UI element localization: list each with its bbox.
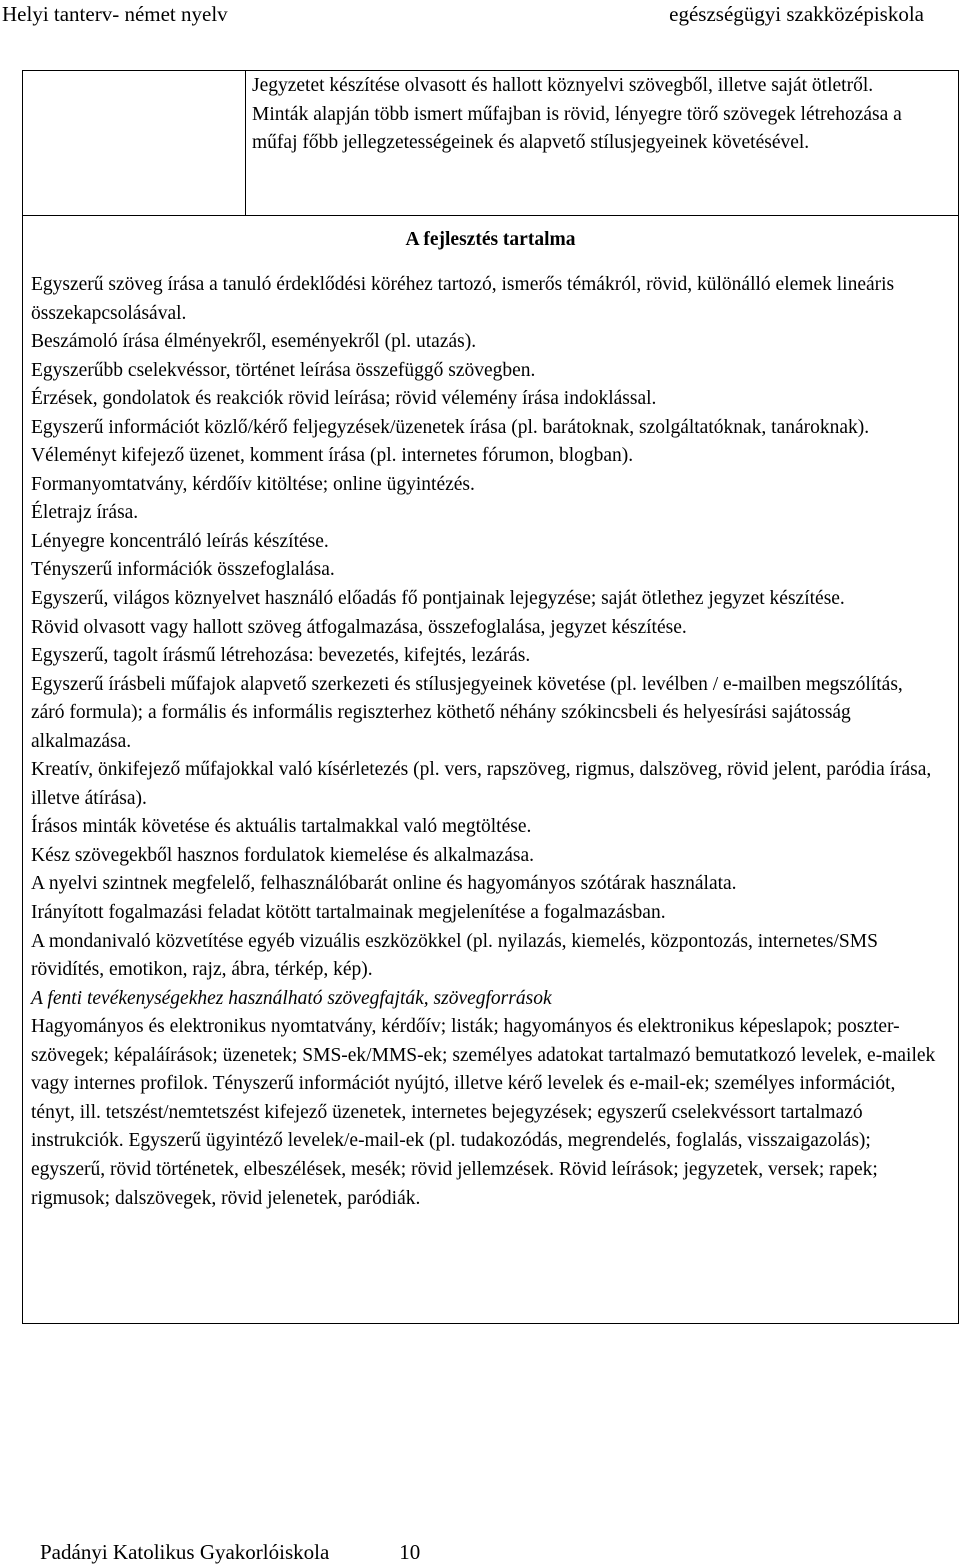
content-paragraph: Írásos minták követése és aktuális tartalmakkal való megtöltése. [31,816,532,838]
top-cell-line: Minták alapján több ismert műfajban is rövid, lényegre törő szövegek létrehozása a műfaj főbb jellegzetességeinek és alapvető stílusjegyeinek követésével. [252,103,902,153]
header-school-type: egészségügyi szakközépiskola [669,2,924,26]
text-sources-paragraph: Hagyományos és elektronikus nyomtatvány, kérdőív; listák; hagyományos és elektronikus képeslapok; poszter-szövegek; képaláírások; üzenetek; SMS-ek/MMS-ek; személyes adatokat tartalmazó bemutatkozó levelek, e-mailek vagy internes profilok. Tényszerű információt nyújtó, illetve kérő levelek és e-mail-ek; személyes információt, tényt, ill. tetszést/nemtetszést kifejező üzenetek, internetes bejegyzések; egyszerű cselekvéssort tartalmazó instrukciók. Egyszerű ügyintéző levelek/e-mail-ek (pl. tudakozódás, megrendelés, foglalás, visszaigazolás); egyszerű, rövid történetek, elbeszélések, mesék; rövid jellemzések. Rövid leírások; jegyzetek, versek; rapek; rigmusok; dalszövegek, rövid jelenetek, paródiák. [31,1016,936,1209]
content-paragraph: Egyszerűbb cselekvéssor, történet leírása összefüggő szövegben. [31,359,536,381]
section-title: A fejlesztés tartalma [405,229,576,250]
content-paragraph: Irányított fogalmazási feladat kötött tartalmainak megjelenítése a fogalmazásban. [31,902,666,924]
content-paragraph: Életrajz írása. [31,502,139,524]
content-paragraph: Véleményt kifejező üzenet, komment írása (pl. internetes fórumon, blogban). [31,445,634,467]
content-paragraph: Rövid olvasott vagy hallott szöveg átfogalmazása, összefoglalása, jegyzet készítése. [31,616,687,638]
content-paragraph: Egyszerű szöveg írása a tanuló érdeklődési köréhez tartozó, ismerős témákról, rövid, különálló elemek lineáris összekapcsolásával. [31,274,895,324]
table-top-row [23,71,958,216]
page-footer [40,1540,420,1565]
header-subject: Helyi tanterv- német nyelv [2,2,228,26]
content-paragraph: Egyszerű írásbeli műfajok alapvető szerkezeti és stílusjegyeinek követése (pl. levélben / e-mailben megszólítás, záró formula); a formális és informális regiszterhez köthető néhány szókincsbeli és helyesírási sajátosság alkalmazása. [31,673,903,752]
top-cell-line: Jegyzetet készítése olvasott és hallott köznyelvi szövegből, illetve saját ötletről. [252,75,874,96]
content-paragraph: Formanyomtatvány, kérdőív kitöltése; online ügyintézés. [31,473,475,495]
content-paragraph: Érzések, gondolatok és reakciók rövid leírása; rövid vélemény írása indoklással. [31,388,657,410]
content-paragraph: Egyszerű, tagolt írásmű létrehozása: bevezetés, kifejtés, lezárás. [31,645,531,667]
curriculum-table [22,70,959,1324]
content-paragraph: Egyszerű információt közlő/kérő feljegyzések/üzenetek írása (pl. barátoknak, szolgáltatóknak, tanároknak). [31,416,870,438]
content-paragraph: Kész szövegekből hasznos fordulatok kiemelése és alkalmazása. [31,844,535,866]
content-paragraph: A nyelvi szintnek megfelelő, felhasználóbarát online és hagyományos szótárak használata. [31,873,737,895]
content-paragraph: A mondanivaló közvetítése egyéb vizuális eszközökkel (pl. nyilazás, kiemelés, központozás, internetes/SMS rövidítés, emotikon, rajz, ábra, térkép, kép). [31,930,878,981]
column-divider [245,71,246,216]
content-paragraph: Beszámoló írása élményekről, eseményekről (pl. utazás). [31,331,477,353]
page-number: 10 [399,1540,421,1564]
footer-school-name: Padányi Katolikus Gyakorlóiskola [40,1540,330,1564]
top-cell-text [252,72,952,158]
content-paragraph: Egyszerű, világos köznyelvet használó előadás fő pontjainak lejegyzése; saját ötlethez jegyzet készítése. [31,588,845,610]
content-paragraph: Kreatív, önkifejező műfajokkal való kísérletezés (pl. vers, rapszöveg, rigmus, dalszöveg, rövid jelent, paródia írása, illetve átírása). [31,759,932,809]
page-header [0,0,960,32]
text-types-heading: A fenti tevékenységekhez használható szövegfajták, szövegforrások [31,987,552,1009]
content-paragraph: Tényszerű információk összefoglalása. [31,559,335,581]
content-paragraph: Lényegre koncentráló leírás készítése. [31,530,329,552]
content-body [31,271,936,1213]
